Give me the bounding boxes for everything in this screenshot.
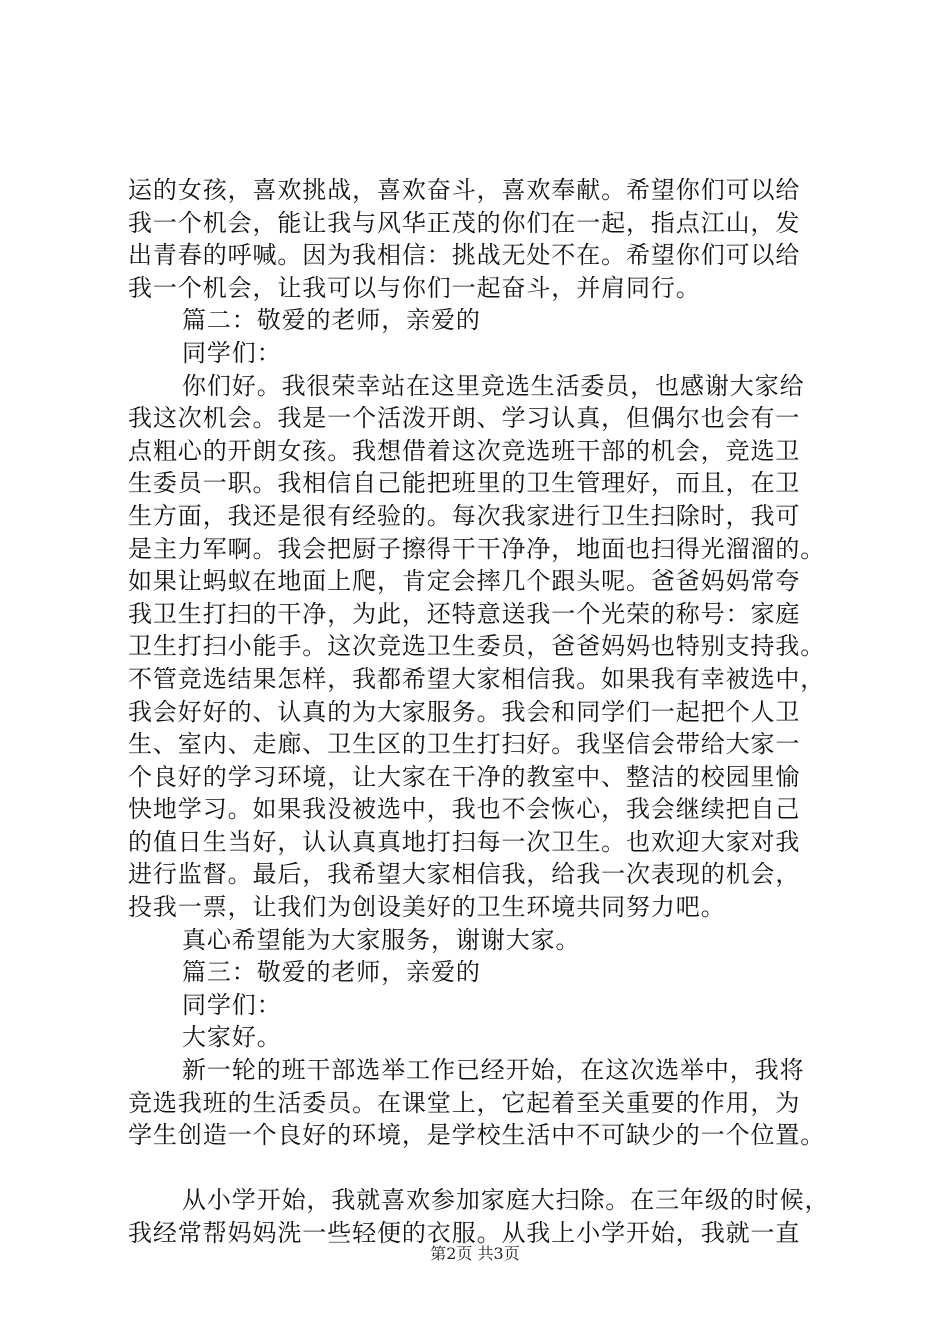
text-line: 竞选我班的生活委员。在课堂上，它起着至关重要的作用，为 xyxy=(128,1088,801,1117)
text-line: 我一个机会，能让我与风华正茂的你们在一起，指点江山，发 xyxy=(128,208,801,237)
text-line: 生方面，我还是很有经验的。每次我家进行卫生扫除时，我可 xyxy=(128,501,801,530)
section-heading: 篇二：敬爱的老师，亲爱的 xyxy=(182,306,481,335)
text-line: 投我一票，让我们为创设美好的卫生环境共同努力吧。 xyxy=(128,893,726,922)
text-line: 真心希望能为大家服务，谢谢大家。 xyxy=(182,925,581,954)
text-line: 我卫生打扫的干净，为此，还特意送我一个光荣的称号：家庭 xyxy=(128,599,801,628)
text-line: 我这次机会。我是一个活泼开朗、学习认真，但偶尔也会有一 xyxy=(128,404,801,433)
text-line: 快地学习。如果我没被选中，我也不会恢心，我会继续把自己 xyxy=(128,795,801,824)
text-line: 点粗心的开朗女孩。我想借着这次竞选班干部的机会，竞选卫 xyxy=(128,436,801,465)
text-line: 不管竞选结果怎样，我都希望大家相信我。如果我有幸被选中， xyxy=(128,664,826,693)
text-line: 学生创造一个良好的环境，是学校生活中不可缺少的一个位置。 xyxy=(128,1121,826,1150)
salutation: 同学们： xyxy=(182,338,282,367)
text-line: 是主力军啊。我会把厨子擦得干干净净，地面也扫得光溜溜的。 xyxy=(128,534,826,563)
greeting: 大家好。 xyxy=(182,1023,282,1052)
text-line: 我经常帮妈妈洗一些轻便的衣服。从我上小学开始，我就一直 xyxy=(128,1219,801,1247)
text-line: 卫生打扫小能手。这次竞选卫生委员，爸爸妈妈也特别支持我。 xyxy=(128,632,826,661)
text-line: 你们好。我很荣幸站在这里竞选生活委员，也感谢大家给 xyxy=(182,371,805,400)
text-line: 生、室内、走廊、卫生区的卫生打扫好。我坚信会带给大家一 xyxy=(128,730,801,759)
text-line: 的值日生当好，认认真真地打扫每一次卫生。也欢迎大家对我 xyxy=(128,827,801,856)
document-body xyxy=(128,174,848,1250)
text-line: 新一轮的班干部选举工作已经开始，在这次选举中，我将 xyxy=(182,1056,805,1085)
section-heading: 篇三：敬爱的老师，亲爱的 xyxy=(182,958,481,987)
salutation: 同学们： xyxy=(182,990,282,1019)
page-number-footer: 第2页 共3页 xyxy=(430,1244,520,1263)
text-line: 我会好好的、认真的为大家服务。我会和同学们一起把个人卫 xyxy=(128,697,801,726)
text-line: 生委员一职。我相信自己能把班里的卫生管理好，而且，在卫 xyxy=(128,469,801,498)
text-line: 进行监督。最后，我希望大家相信我，给我一次表现的机会， xyxy=(128,860,801,889)
blank-line xyxy=(128,1152,848,1185)
text-line: 出青春的呼喊。因为我相信：挑战无处不在。希望你们可以给 xyxy=(128,241,801,270)
text-line: 运的女孩，喜欢挑战，喜欢奋斗，喜欢奉献。希望你们可以给 xyxy=(128,176,801,204)
text-line: 如果让蚂蚁在地面上爬，肯定会摔几个跟头呢。爸爸妈妈常夸 xyxy=(128,567,801,596)
text-line: 我一个机会，让我可以与你们一起奋斗，并肩同行。 xyxy=(128,273,701,302)
text-line: 从小学开始，我就喜欢参加家庭大扫除。在三年级的时候， xyxy=(182,1186,830,1215)
text-line: 个良好的学习环境，让大家在干净的教室中、整洁的校园里愉 xyxy=(128,762,801,791)
